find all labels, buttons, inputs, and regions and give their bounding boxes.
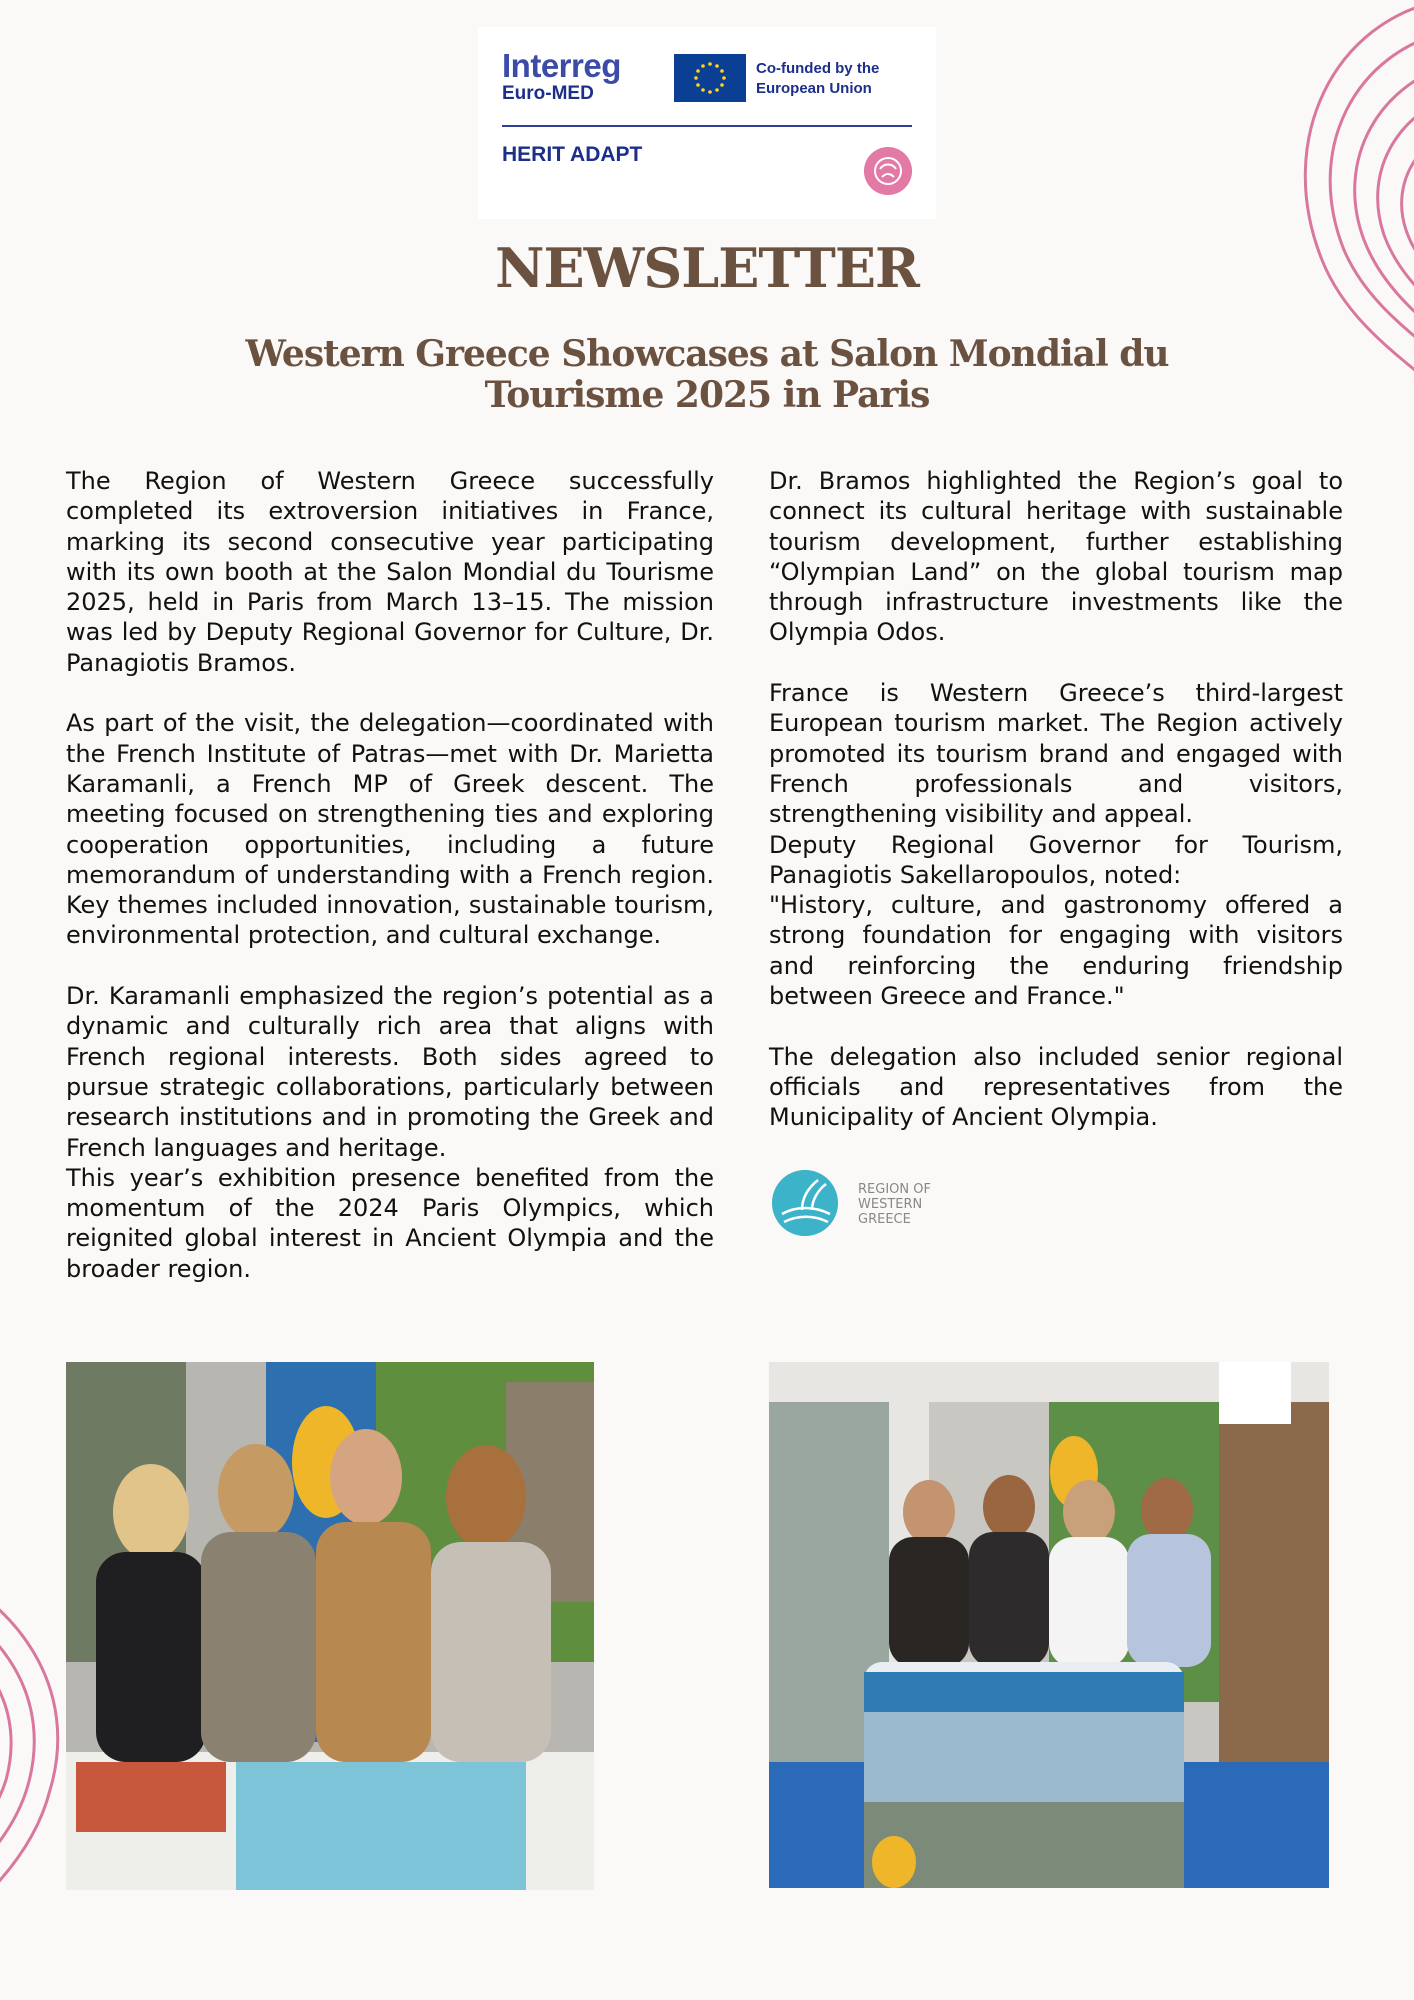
herit-adapt-emblem-icon xyxy=(864,147,912,195)
article-quote: "History, culture, and gastronomy offered a strong foundation for engaging with visitors and reinforcing the enduring friendship between Greece and France." xyxy=(769,891,1343,1011)
article-paragraph: Deputy Regional Governor for Tourism, Panagiotis Sakellaropoulos, noted: xyxy=(769,830,1343,889)
newsletter-title: NEWSLETTER xyxy=(495,236,919,300)
region-logo-text: REGION OF WESTERN GREECE xyxy=(858,1182,931,1227)
eu-cofunded-text: Co-funded by the European Union xyxy=(756,60,880,97)
article-title: Western Greece Showcases at Salon Mondial du Tourisme 2025 in Paris xyxy=(245,333,1169,416)
article-paragraph: France is Western Greece’s third-largest European tourism market. The Region actively promoted its tourism brand and engaged with French professionals and visitors, strengthening visibility and appeal. xyxy=(769,679,1343,829)
interreg-logo-wordmark: Interreg xyxy=(502,47,621,84)
article-paragraph: The Region of Western Greece successfully completed its extroversion initiatives in France, marking its second consecutive year participating with its own booth at the Salon Mondial du Tourisme 2025, held in Paris from March 13–15. The mission was led by Deputy Regional Governor for Culture, Dr. Panagiotis Bramos. xyxy=(66,467,714,677)
article-left-column xyxy=(66,466,714,1284)
article-right-column xyxy=(769,466,1343,1133)
logo-divider xyxy=(502,125,912,127)
article-paragraph: This year’s exhibition presence benefited from the momentum of the 2024 Paris Olympics, which reignited global interest in Ancient Olympia and the broader region. xyxy=(66,1163,714,1283)
photo-team-at-stand xyxy=(769,1362,1329,1888)
project-name: HERIT ADAPT xyxy=(502,143,643,166)
eu-flag-icon xyxy=(674,54,746,102)
region-emblem-icon xyxy=(772,1170,838,1236)
article-paragraph: The delegation also included senior regional officials and representatives from the Municipality of Ancient Olympia. xyxy=(769,1042,1343,1132)
article-paragraph: Dr. Bramos highlighted the Region’s goal to connect its cultural heritage with sustainable tourism development, further establishing “Olympian Land” on the global tourism map through infrastructure investments like the Olympia Odos. xyxy=(769,467,1343,647)
interreg-logo-subtitle: Euro-MED xyxy=(502,83,594,104)
article-paragraph: As part of the visit, the delegation—coordinated with the French Institute of Patras—met with Dr. Marietta Karamanli, a French MP of Greek descent. The meeting focused on strengthening ties and exploring cooperation opportunities, including a future memorandum of understanding with a French region. Key themes included innovation, sustainable tourism, environmental protection, and cultural exchange. xyxy=(66,709,714,950)
photo-delegation-at-booth xyxy=(66,1362,594,1890)
article-paragraph: Dr. Karamanli emphasized the region’s potential as a dynamic and culturally rich area that aligns with French regional interests. Both sides agreed to pursue strategic collaborations, particularly between research institutions and in promoting the Greek and French languages and heritage. xyxy=(66,982,714,1162)
partner-logo-block xyxy=(478,27,936,219)
region-western-greece-logo xyxy=(772,1168,972,1238)
